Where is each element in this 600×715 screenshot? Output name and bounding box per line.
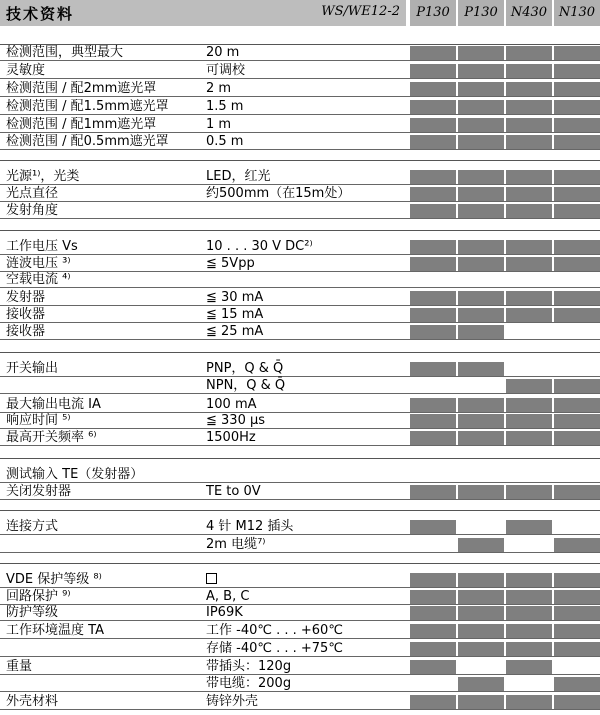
row-divider [0, 499, 600, 500]
availability-cell [458, 677, 504, 691]
table-row [0, 186, 600, 202]
availability-cell [554, 204, 600, 218]
availability-cell [554, 538, 600, 552]
availability-cell [410, 82, 456, 96]
row-divider [0, 709, 600, 710]
availability-cell [410, 308, 456, 322]
availability-cell [506, 660, 552, 674]
table-row [0, 605, 600, 621]
table-row [0, 467, 600, 483]
row-label: 接收器 [6, 307, 46, 322]
availability-cell [506, 677, 552, 691]
availability-cell [554, 606, 600, 620]
row-label: 工作电压 Vs [6, 239, 78, 254]
row-divider [0, 534, 600, 535]
row-value: 铸锌外壳 [206, 694, 259, 709]
row-divider [0, 322, 600, 323]
row-value: 1500Hz [206, 430, 256, 445]
availability-cell [506, 362, 552, 376]
availability-cell [554, 135, 600, 149]
availability-cell [554, 64, 600, 78]
row-divider [0, 674, 600, 675]
row-divider [0, 393, 600, 394]
availability-cell [410, 362, 456, 376]
availability-cell [506, 170, 552, 184]
row-value: 可调校 [206, 63, 246, 78]
availability-cell [410, 187, 456, 201]
table-row [0, 484, 600, 500]
row-divider [0, 552, 600, 553]
row-label: 发射角度 [6, 203, 59, 218]
row-label: 关闭发射器 [6, 484, 72, 499]
availability-cell [458, 642, 504, 656]
availability-cell [554, 82, 600, 96]
row-label: 光点直径 [6, 186, 59, 201]
availability-cell [506, 468, 552, 482]
row-value: 0.5 m [206, 134, 244, 149]
availability-cell [506, 135, 552, 149]
availability-cell [554, 308, 600, 322]
row-value: IP69K [206, 605, 243, 620]
availability-cell [410, 431, 456, 445]
row-divider [0, 376, 600, 377]
availability-cell [410, 379, 456, 393]
availability-cell [554, 100, 600, 114]
row-label: 工作环境温度 TA [6, 623, 104, 638]
row-label: 回路保护 ⁹⁾ [6, 589, 71, 604]
row-label: 检测范围，典型最大 [6, 45, 124, 60]
row-label: 测试输入 TE（发射器） [6, 467, 144, 482]
availability-cell [458, 187, 504, 201]
row-value: ≦ 30 mA [206, 290, 264, 305]
availability-cell [554, 325, 600, 339]
availability-cell [410, 573, 456, 587]
availability-cell [410, 273, 456, 287]
row-divider [0, 620, 600, 621]
table-header [0, 0, 600, 26]
row-value: 1 m [206, 117, 232, 132]
table-row [0, 430, 600, 446]
availability-cell [458, 695, 504, 709]
row-label: 防护等级 [6, 605, 59, 620]
availability-cell [506, 308, 552, 322]
table-row [0, 307, 600, 323]
table-row [0, 397, 600, 413]
table-row [0, 239, 600, 255]
availability-cell [506, 204, 552, 218]
availability-cell [458, 100, 504, 114]
availability-cell [458, 398, 504, 412]
availability-cell [506, 485, 552, 499]
table-row [0, 589, 600, 605]
row-value [206, 572, 217, 588]
availability-cell [410, 468, 456, 482]
row-value: TE to 0V [206, 484, 261, 499]
availability-cell [458, 291, 504, 305]
availability-cell [410, 291, 456, 305]
availability-cell [410, 590, 456, 604]
table-row [0, 694, 600, 710]
row-label: 外壳材料 [6, 694, 59, 709]
row-value: ≦ 15 mA [206, 307, 264, 322]
table-row [0, 134, 600, 150]
column-header-4: N130 [554, 0, 600, 26]
row-label: VDE 保护等级 ⁸⁾ [6, 572, 102, 587]
availability-cell [410, 325, 456, 339]
row-value: ≦ 5Vpp [206, 256, 255, 271]
availability-cell [506, 273, 552, 287]
row-value: NPN，Q & Q̄ [206, 378, 286, 393]
protection-class-icon [206, 573, 217, 584]
availability-cell [506, 624, 552, 638]
availability-cell [458, 170, 504, 184]
row-label: 空载电流 ⁴⁾ [6, 272, 71, 287]
row-value: 带电缆：200g [206, 676, 292, 691]
availability-cell [506, 240, 552, 254]
availability-cell [458, 573, 504, 587]
availability-cell [410, 100, 456, 114]
row-value: LED，红光 [206, 169, 271, 184]
availability-cell [410, 46, 456, 60]
availability-cell [458, 240, 504, 254]
availability-cell [458, 325, 504, 339]
row-label: 连接方式 [6, 519, 59, 534]
table-row [0, 519, 600, 535]
availability-cell [458, 273, 504, 287]
row-label: 灵敏度 [6, 63, 46, 78]
table-row [0, 413, 600, 429]
table-row [0, 641, 600, 657]
section-separator [0, 563, 600, 564]
row-label: 最高开关频率 ⁶⁾ [6, 430, 97, 445]
row-value: 存储 -40℃ . . . +75℃ [206, 641, 343, 656]
availability-cell [458, 64, 504, 78]
availability-cell [554, 677, 600, 691]
section-separator [0, 44, 600, 45]
table-row [0, 623, 600, 639]
availability-cell [554, 240, 600, 254]
availability-cell [410, 695, 456, 709]
availability-cell [554, 362, 600, 376]
availability-cell [506, 118, 552, 132]
availability-cell [554, 46, 600, 60]
row-label: 涟波电压 ³⁾ [6, 256, 71, 271]
availability-cell [554, 642, 600, 656]
availability-cell [506, 325, 552, 339]
availability-cell [458, 590, 504, 604]
row-value: A, B, C [206, 589, 250, 604]
table-row [0, 203, 600, 219]
availability-cell [458, 362, 504, 376]
availability-cell [506, 414, 552, 428]
row-value: PNP，Q & Q̄ [206, 361, 284, 376]
availability-cell [410, 204, 456, 218]
table-row [0, 676, 600, 692]
row-divider [0, 339, 600, 340]
availability-cell [410, 257, 456, 271]
table-row [0, 378, 600, 394]
table-row [0, 99, 600, 115]
row-label: 检测范围 / 配2mm遮光罩 [6, 81, 157, 96]
availability-cell [410, 660, 456, 674]
availability-cell [410, 240, 456, 254]
section-separator [0, 230, 600, 231]
row-label: 检测范围 / 配1mm遮光罩 [6, 117, 157, 132]
availability-cell [506, 520, 552, 534]
availability-cell [410, 135, 456, 149]
availability-cell [506, 642, 552, 656]
availability-cell [410, 170, 456, 184]
row-label: 检测范围 / 配0.5mm遮光罩 [6, 134, 169, 149]
model-label: WS/WE12-2 [321, 4, 400, 19]
row-value: ≦ 25 mA [206, 324, 264, 339]
table-row [0, 361, 600, 377]
availability-cell [506, 606, 552, 620]
row-value: ≦ 330 μs [206, 413, 266, 428]
table-row [0, 45, 600, 61]
table-row [0, 63, 600, 79]
row-value: 2m 电缆⁷⁾ [206, 537, 266, 552]
availability-cell [458, 118, 504, 132]
availability-cell [410, 624, 456, 638]
row-value: 工作 -40℃ . . . +60℃ [206, 623, 343, 638]
availability-cell [554, 590, 600, 604]
availability-cell [458, 379, 504, 393]
availability-cell [554, 660, 600, 674]
row-value: 10 . . . 30 V DC²⁾ [206, 239, 313, 254]
availability-cell [458, 660, 504, 674]
row-divider [0, 184, 600, 185]
availability-cell [410, 118, 456, 132]
row-divider [0, 428, 600, 429]
availability-cell [458, 308, 504, 322]
availability-cell [554, 468, 600, 482]
availability-cell [554, 273, 600, 287]
availability-cell [458, 606, 504, 620]
availability-cell [554, 379, 600, 393]
column-header-2: P130 [458, 0, 504, 26]
availability-cell [506, 100, 552, 114]
availability-cell [458, 82, 504, 96]
row-value: 约500mm（在15m处） [206, 186, 351, 201]
availability-cell [506, 573, 552, 587]
availability-cell [506, 398, 552, 412]
column-header-3: N430 [506, 0, 552, 26]
column-header-1: P130 [410, 0, 456, 26]
availability-cell [458, 204, 504, 218]
availability-cell [506, 538, 552, 552]
availability-cell [458, 624, 504, 638]
row-value: 4 针 M12 插头 [206, 519, 294, 534]
row-value: 2 m [206, 81, 232, 96]
availability-cell [410, 398, 456, 412]
availability-cell [506, 379, 552, 393]
row-divider [0, 78, 600, 79]
availability-cell [506, 187, 552, 201]
availability-cell [554, 695, 600, 709]
availability-cell [458, 538, 504, 552]
availability-cell [506, 431, 552, 445]
availability-cell [458, 135, 504, 149]
row-label: 最大输出电流 IA [6, 397, 101, 412]
row-value: 带插头：120g [206, 659, 292, 674]
section-separator [0, 510, 600, 511]
availability-cell [458, 46, 504, 60]
table-row [0, 572, 600, 588]
row-value: 100 mA [206, 397, 257, 412]
row-value: 1.5 m [206, 99, 244, 114]
availability-cell [410, 64, 456, 78]
availability-cell [554, 485, 600, 499]
availability-cell [554, 118, 600, 132]
availability-cell [410, 520, 456, 534]
availability-cell [554, 257, 600, 271]
availability-cell [410, 677, 456, 691]
availability-cell [410, 485, 456, 499]
availability-cell [410, 414, 456, 428]
availability-cell [458, 414, 504, 428]
availability-cell [458, 485, 504, 499]
availability-cell [506, 291, 552, 305]
row-divider [0, 218, 600, 219]
availability-cell [410, 538, 456, 552]
table-row [0, 290, 600, 306]
page-title: 技术资料 [6, 5, 75, 23]
availability-cell [458, 257, 504, 271]
table-row [0, 256, 600, 272]
table-row [0, 537, 600, 553]
availability-cell [410, 642, 456, 656]
section-separator [0, 352, 600, 353]
section-separator [0, 458, 600, 459]
availability-cell [554, 520, 600, 534]
availability-cell [554, 573, 600, 587]
availability-cell [458, 431, 504, 445]
availability-cell [554, 170, 600, 184]
availability-cell [506, 257, 552, 271]
row-label: 重量 [6, 659, 33, 674]
table-row [0, 324, 600, 340]
section-separator [0, 160, 600, 161]
table-row [0, 659, 600, 675]
availability-cell [506, 46, 552, 60]
availability-cell [554, 398, 600, 412]
availability-cell [458, 468, 504, 482]
row-label: 发射器 [6, 290, 46, 305]
availability-cell [554, 431, 600, 445]
availability-cell [458, 520, 504, 534]
availability-cell [554, 291, 600, 305]
row-label: 光源¹⁾，光类 [6, 169, 80, 184]
row-value: 20 m [206, 45, 240, 60]
availability-cell [506, 82, 552, 96]
table-row [0, 117, 600, 133]
row-label: 响应时间 ⁵⁾ [6, 413, 71, 428]
availability-cell [410, 606, 456, 620]
row-label: 接收器 [6, 324, 46, 339]
row-label: 开关输出 [6, 361, 59, 376]
row-label: 检测范围 / 配1.5mm遮光罩 [6, 99, 169, 114]
table-row [0, 272, 600, 288]
availability-cell [506, 590, 552, 604]
row-divider [0, 691, 600, 692]
availability-cell [554, 414, 600, 428]
availability-cell [506, 695, 552, 709]
availability-cell [554, 624, 600, 638]
row-divider [0, 305, 600, 306]
table-row [0, 81, 600, 97]
row-divider [0, 287, 600, 288]
availability-cell [554, 187, 600, 201]
table-row [0, 169, 600, 185]
availability-cell [506, 64, 552, 78]
